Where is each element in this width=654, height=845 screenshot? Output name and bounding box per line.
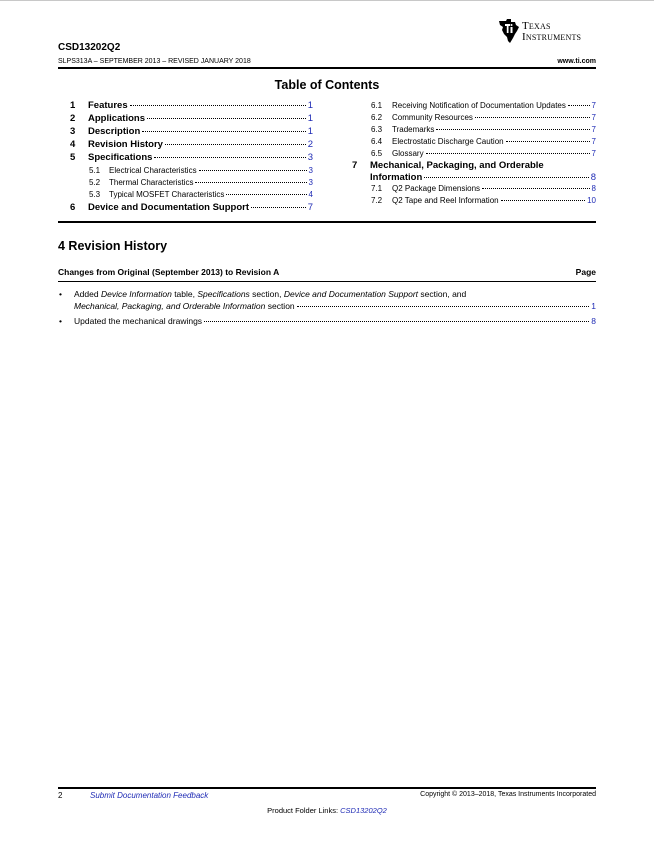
toc-num: 3 bbox=[70, 126, 76, 137]
footer-copyright: Copyright © 2013–2018, Texas Instruments Incorporated bbox=[420, 791, 596, 798]
toc-page[interactable]: 7 bbox=[307, 202, 313, 213]
toc-item-applications[interactable] bbox=[70, 113, 313, 124]
change-page-link[interactable]: 1 bbox=[591, 301, 596, 311]
brand-line-1: Texas bbox=[522, 20, 551, 32]
brand-line-2: Instruments bbox=[522, 31, 582, 43]
toc-num: 7.2 bbox=[371, 196, 383, 205]
toc-page[interactable]: 3 bbox=[308, 166, 313, 175]
toc-item-notification-updates[interactable] bbox=[371, 101, 596, 110]
toc-num: 5 bbox=[70, 152, 76, 163]
toc-label: Electrical Characteristics bbox=[109, 166, 197, 175]
toc-item-description[interactable] bbox=[70, 126, 313, 137]
toc-num: 5.3 bbox=[89, 190, 101, 199]
toc-item-mechanical-packaging[interactable] bbox=[352, 160, 544, 171]
bullet-icon: • bbox=[59, 289, 62, 299]
toc-label: Applications bbox=[88, 113, 146, 124]
change-item-1-line2[interactable]: Mechanical, Packaging, and Orderable Information section 1 bbox=[74, 301, 596, 311]
toc-page[interactable]: 7 bbox=[591, 137, 596, 146]
toc-page[interactable]: 7 bbox=[591, 149, 596, 158]
toc-item-trademarks[interactable] bbox=[371, 125, 596, 134]
ti-logo-icon bbox=[498, 18, 520, 44]
toc-page[interactable]: 2 bbox=[307, 139, 313, 150]
toc-label: Q2 Tape and Reel Information bbox=[392, 196, 499, 205]
footer-divider bbox=[58, 787, 596, 789]
change-page-link[interactable]: 8 bbox=[591, 316, 596, 326]
toc-num: 7 bbox=[352, 160, 358, 171]
section-title-revision-history: 4 Revision History bbox=[58, 239, 168, 253]
folder-label: Product Folder Links: bbox=[267, 806, 341, 815]
product-folder-link[interactable]: CSD13202Q2 bbox=[340, 806, 387, 815]
toc-leader bbox=[426, 153, 590, 154]
toc-num: 1 bbox=[70, 100, 76, 111]
toc-leader bbox=[142, 131, 305, 132]
toc-page[interactable]: 1 bbox=[307, 126, 313, 137]
toc-item-esd-caution[interactable] bbox=[371, 137, 596, 146]
toc-page[interactable]: 7 bbox=[591, 125, 596, 134]
toc-leader bbox=[147, 118, 306, 119]
toc-label: Features bbox=[88, 100, 128, 111]
change-leader bbox=[297, 306, 590, 307]
toc-num: 6.3 bbox=[371, 125, 383, 134]
toc-page[interactable]: 8 bbox=[591, 184, 596, 193]
toc-page[interactable]: 7 bbox=[591, 113, 596, 122]
toc-page[interactable]: 3 bbox=[308, 178, 313, 187]
toc-item-mechanical-packaging-line2[interactable] bbox=[370, 172, 596, 183]
toc-page[interactable]: 1 bbox=[307, 113, 313, 124]
toc-page[interactable]: 4 bbox=[308, 190, 313, 199]
toc-label: Device and Documentation Support bbox=[88, 202, 249, 213]
page-column-heading: Page bbox=[575, 267, 596, 277]
toc-label: Q2 Package Dimensions bbox=[392, 184, 481, 193]
toc-leader bbox=[226, 194, 306, 195]
toc-num: 6.4 bbox=[371, 137, 383, 146]
toc-leader bbox=[436, 129, 589, 130]
toc-item-revision-history[interactable] bbox=[70, 139, 313, 150]
submit-feedback-link[interactable]: Submit Documentation Feedback bbox=[90, 791, 209, 800]
toc-item-glossary[interactable] bbox=[371, 149, 596, 158]
toc-leader bbox=[568, 105, 590, 106]
toc-label: Mechanical, Packaging, and Orderable bbox=[370, 160, 544, 171]
toc-label: Information bbox=[370, 172, 423, 183]
doc-revision: SLPS313A – SEPTEMBER 2013 – REVISED JANUARY 2018 bbox=[58, 58, 251, 65]
toc-item-device-documentation-support[interactable] bbox=[70, 202, 313, 213]
toc-leader bbox=[506, 141, 590, 142]
toc-item-thermal-characteristics[interactable] bbox=[89, 178, 313, 187]
toc-num: 5.2 bbox=[89, 178, 101, 187]
toc-label: Glossary bbox=[392, 149, 424, 158]
toc-leader bbox=[424, 177, 588, 178]
top-border bbox=[0, 0, 654, 1]
toc-item-q2-tape-reel[interactable] bbox=[371, 196, 596, 205]
change-text: Updated the mechanical drawings bbox=[74, 316, 203, 326]
toc-leader bbox=[165, 144, 306, 145]
toc-label: Typical MOSFET Characteristics bbox=[109, 190, 225, 199]
toc-leader bbox=[130, 105, 306, 106]
toc-leader bbox=[475, 117, 590, 118]
toc-label: Electrostatic Discharge Caution bbox=[392, 137, 504, 146]
toc-label: Description bbox=[88, 126, 141, 137]
toc-item-electrical-characteristics[interactable] bbox=[89, 166, 313, 175]
toc-label: Receiving Notification of Documentation Updates bbox=[392, 101, 566, 110]
website-link[interactable]: www.ti.com bbox=[557, 58, 596, 65]
toc-item-features[interactable] bbox=[70, 100, 313, 111]
toc-page[interactable]: 8 bbox=[590, 172, 596, 183]
toc-num: 7.1 bbox=[371, 184, 383, 193]
toc-page[interactable]: 7 bbox=[591, 101, 596, 110]
toc-num: 6.1 bbox=[371, 101, 383, 110]
footer-page-number: 2 bbox=[58, 791, 63, 800]
change-leader bbox=[204, 321, 589, 322]
toc-leader bbox=[251, 207, 306, 208]
toc-page[interactable]: 1 bbox=[307, 100, 313, 111]
toc-label: Specifications bbox=[88, 152, 153, 163]
toc-num: 6.5 bbox=[371, 149, 383, 158]
part-number: CSD13202Q2 bbox=[58, 42, 121, 53]
toc-leader bbox=[482, 188, 590, 189]
toc-leader bbox=[195, 182, 306, 183]
product-folder-links bbox=[0, 806, 654, 815]
toc-num: 4 bbox=[70, 139, 76, 150]
ti-logo bbox=[498, 18, 598, 44]
toc-divider bbox=[58, 221, 596, 223]
bullet-icon: • bbox=[59, 316, 62, 326]
toc-leader bbox=[154, 157, 305, 158]
toc-num: 2 bbox=[70, 113, 76, 124]
change-item-1-line1: Added Device Information table, Specifications section, Device and Documentation Support section, and bbox=[74, 289, 467, 299]
toc-label: Thermal Characteristics bbox=[109, 178, 194, 187]
change-item-2[interactable] bbox=[74, 316, 596, 326]
toc-num: 6 bbox=[70, 202, 76, 213]
changes-heading: Changes from Original (September 2013) to Revision A bbox=[58, 267, 280, 277]
toc-label: Trademarks bbox=[392, 125, 435, 134]
toc-leader bbox=[501, 200, 586, 201]
toc-page[interactable]: 10 bbox=[587, 196, 596, 205]
changes-divider bbox=[58, 281, 596, 282]
toc-item-typical-mosfet-characteristics[interactable] bbox=[89, 190, 313, 199]
toc-item-community-resources[interactable] bbox=[371, 113, 596, 122]
header-divider bbox=[58, 67, 596, 69]
toc-item-specifications[interactable] bbox=[70, 152, 313, 163]
toc-label: Revision History bbox=[88, 139, 163, 150]
toc-page[interactable]: 3 bbox=[307, 152, 313, 163]
toc-label: Community Resources bbox=[392, 113, 473, 122]
toc-num: 5.1 bbox=[89, 166, 101, 175]
toc-num: 6.2 bbox=[371, 113, 383, 122]
toc-leader bbox=[199, 170, 307, 171]
toc-title: Table of Contents bbox=[274, 78, 380, 92]
toc-item-q2-package-dimensions[interactable] bbox=[371, 184, 596, 193]
